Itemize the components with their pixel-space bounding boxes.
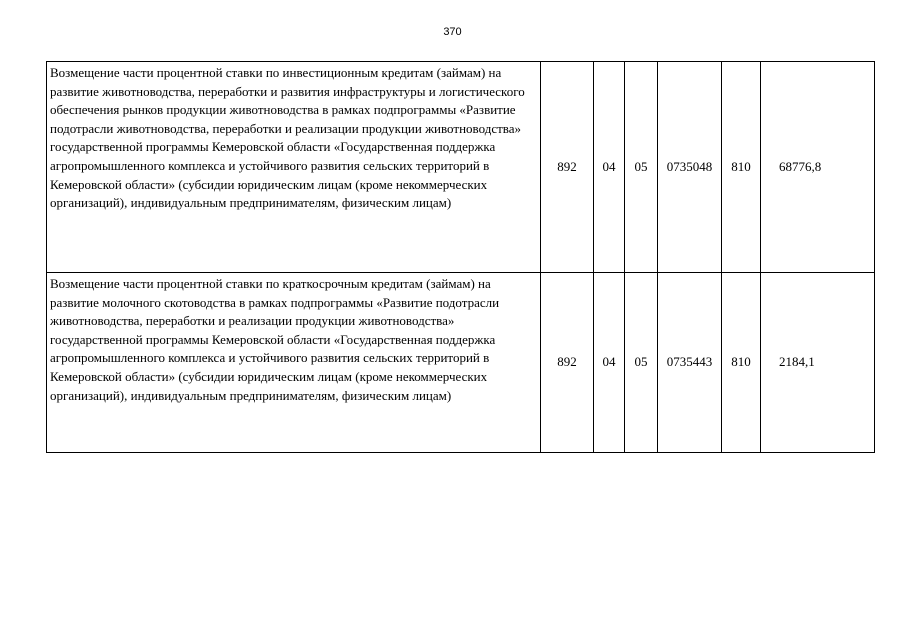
section-code: 04: [594, 62, 625, 273]
ministry-code: 892: [541, 273, 594, 453]
row-description: Возмещение части процентной ставки по инвестиционным кредитам (займам) на развитие животноводства, переработки и развития инфраструктуры и логистического обеспечения рынков продукции животноводства в рамках подпрограммы «Развитие подотрасли животноводства, переработки и реализации продукции животноводства» государственной программы Кемеровской области «Государственная поддержка агропромышленного комплекса и устойчивого развития сельских территорий в Кемеровской области» (субсидии юридическим лицам (кроме некоммерческих организаций), индивидуальным предпринимателям, физическим лицам): [47, 62, 541, 273]
amount-value: 68776,8: [761, 62, 875, 273]
target-article-code: 0735443: [658, 273, 722, 453]
table-row: [47, 273, 875, 453]
ministry-code: 892: [541, 62, 594, 273]
expense-type-code: 810: [722, 62, 761, 273]
expense-type-code: 810: [722, 273, 761, 453]
page-number: 370: [443, 26, 462, 38]
subsection-code: 05: [625, 62, 658, 273]
target-article-code: 0735048: [658, 62, 722, 273]
budget-table: [46, 61, 875, 453]
amount-value: 2184,1: [761, 273, 875, 453]
section-code: 04: [594, 273, 625, 453]
row-description: Возмещение части процентной ставки по краткосрочным кредитам (займам) на развитие молочного скотоводства в рамках подпрограммы «Развитие подотрасли животноводства, переработки и реализации продукции животноводства» государственной программы Кемеровской области «Государственная поддержка агропромышленного комплекса и устойчивого развития сельских территорий в Кемеровской области» (субсидии юридическим лицам (кроме некоммерческих организаций), индивидуальным предпринимателям, физическим лицам): [47, 273, 541, 453]
subsection-code: 05: [625, 273, 658, 453]
table-row: [47, 62, 875, 273]
